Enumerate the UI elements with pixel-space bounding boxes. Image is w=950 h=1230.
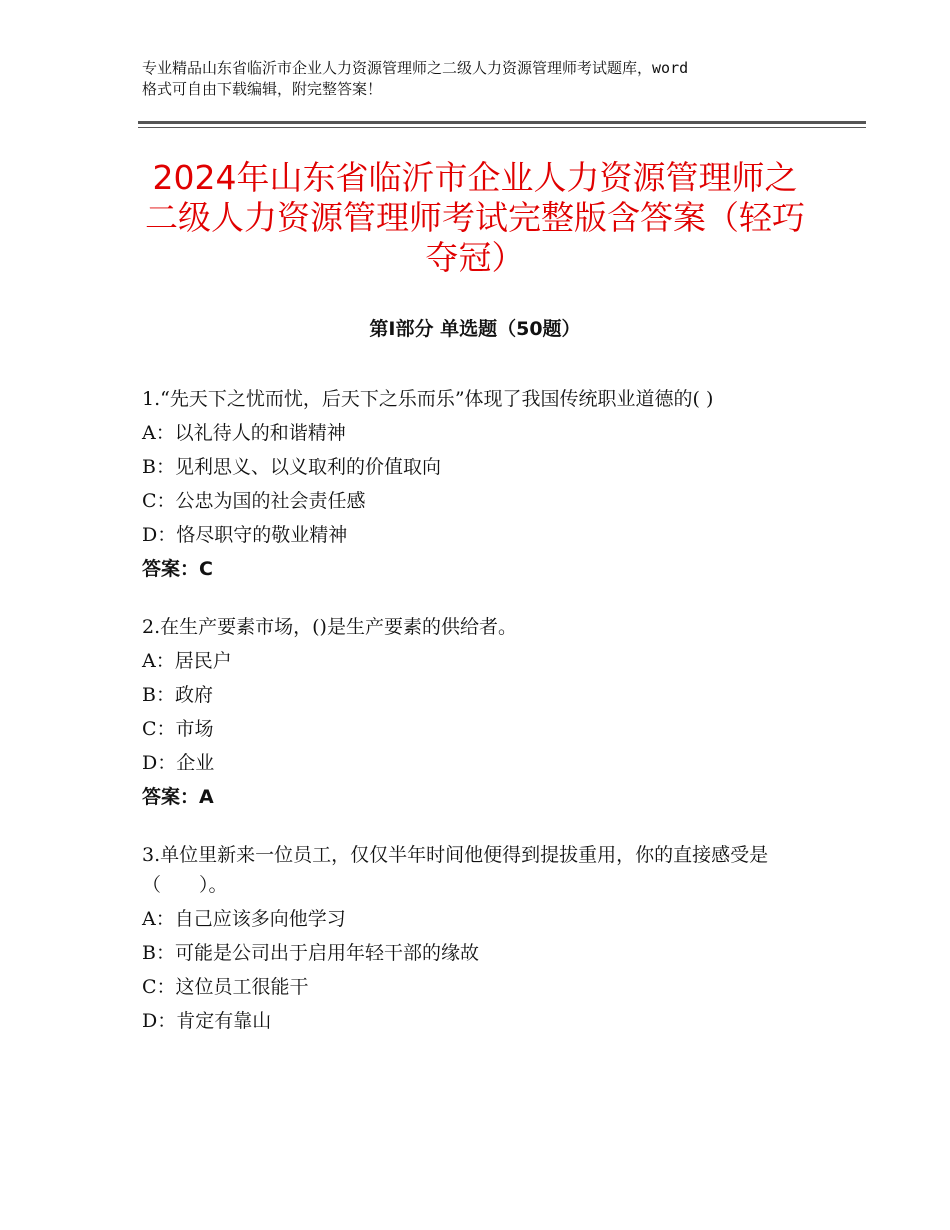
question-stem: 3.单位里新来一位员工，仅仅半年时间他便得到提拔重用，你的直接感受是（ ）。 bbox=[142, 844, 769, 896]
option-a: A：自己应该多向他学习 bbox=[142, 908, 346, 930]
option-a: A：以礼待人的和谐精神 bbox=[142, 422, 346, 444]
header-note bbox=[142, 58, 822, 100]
header-note-line-1: 专业精品山东省临沂市企业人力资源管理师之二级人力资源管理师考试题库，word bbox=[142, 59, 689, 77]
question-stem: 2.在生产要素市场，()是生产要素的供给者。 bbox=[142, 616, 517, 638]
header-divider-thin bbox=[138, 127, 866, 128]
option-a: A：居民户 bbox=[142, 650, 232, 672]
header-note-line-2: 格式可自由下载编辑，附完整答案！ bbox=[142, 80, 383, 98]
question-3 bbox=[142, 840, 822, 1036]
answer-label: 答案：A bbox=[142, 786, 214, 808]
option-b: B：见利思义、以义取利的价值取向 bbox=[142, 456, 441, 478]
question-2 bbox=[142, 612, 822, 812]
document-title: 2024年山东省临沂市企业人力资源管理师之二级人力资源管理师考试完整版含答案（轻巧夺冠） bbox=[145, 158, 805, 277]
option-c: C：公忠为国的社会责任感 bbox=[142, 490, 366, 512]
option-b: B：可能是公司出于启用年轻干部的缘故 bbox=[142, 942, 479, 964]
option-d: D：肯定有靠山 bbox=[142, 1010, 272, 1032]
question-1 bbox=[142, 384, 822, 584]
option-d: D：企业 bbox=[142, 752, 215, 774]
question-list bbox=[142, 384, 822, 1064]
option-c: C：这位员工很能干 bbox=[142, 976, 309, 998]
option-d: D：恪尽职守的敬业精神 bbox=[142, 524, 348, 546]
section-title: 第Ⅰ部分 单选题（50题） bbox=[369, 318, 581, 340]
answer-label: 答案：C bbox=[142, 558, 213, 580]
question-stem: 1.“先天下之忧而忧，后天下之乐而乐”体现了我国传统职业道德的( ) bbox=[142, 388, 714, 410]
option-b: B：政府 bbox=[142, 684, 213, 706]
option-c: C：市场 bbox=[142, 718, 214, 740]
header-divider-thick bbox=[138, 121, 866, 124]
